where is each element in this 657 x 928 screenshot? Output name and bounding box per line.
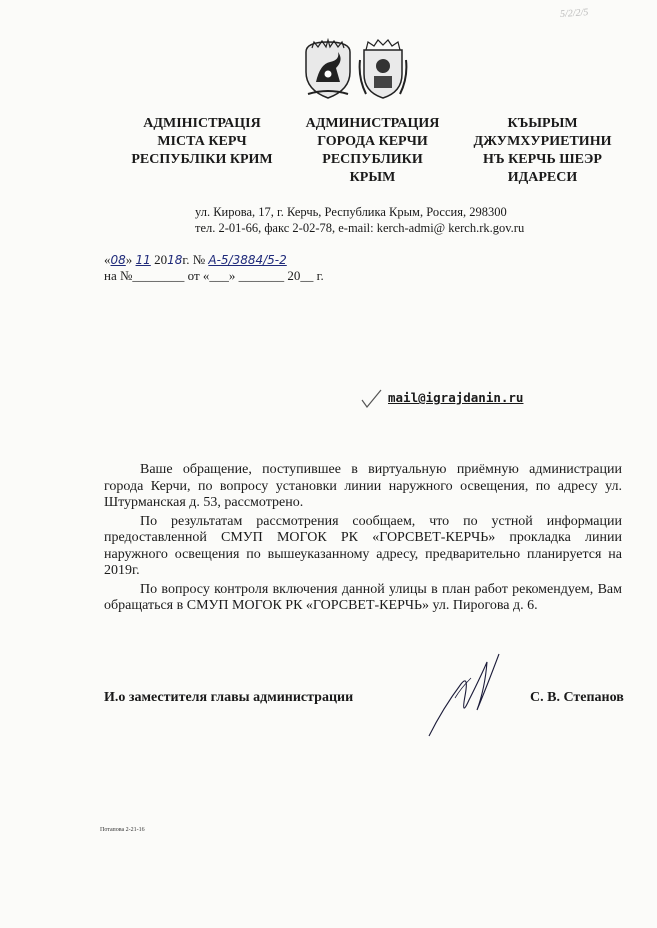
header-crh-line: ИДАРЕСИ [507,170,578,185]
contacts-line: тел. 2-01-66, факс 2-02-78, e-mail: kerch-admi@ kerch.rk.gov.ru [195,221,525,235]
incoming-reference: на №________ от «___» _______ 20__ г. [104,268,324,283]
header-ru-line: ГОРОДА КЕРЧИ [317,134,428,149]
recipient-email[interactable]: mail@igrajdanin.ru [388,390,524,405]
outgoing-reference [104,252,287,268]
coat-of-arms-emblems [300,38,410,100]
header-ua-line: МІСТА КЕРЧ [157,134,247,149]
header-ru-line: АДМИНИСТРАЦИЯ [305,116,440,131]
quote-open: « [104,252,111,267]
letter-body [104,462,622,615]
signatory-title: И.о заместителя главы администрации [104,690,354,705]
header-russian [290,115,455,187]
ref-year-suffix: г. № [182,252,206,267]
kerch-emblem-icon [360,40,407,98]
header-ukrainian [112,115,292,169]
executor-note: Потапова 2-21-16 [100,827,145,833]
header-ru-line: КРЫМ [349,170,396,185]
ref-month: 11 [135,253,151,267]
body-paragraph: Ваше обращение, поступившее в виртуальную приёмную администрации города Керчи, по вопросу установки линии наружного освещения, по адресу ул. Штурманская д. 53, рассмотрено. [104,462,622,510]
body-paragraph: По вопросу контроля включения данной улицы в план работ рекомендуем, Вам обращаться в СМУП МОГОК РК «ГОРСВЕТ-КЕРЧЬ» ул. Пирогова д. 6. [104,581,622,613]
crimea-emblem-icon [306,40,350,98]
checkmark-icon [360,388,384,410]
header-crh-line: НЪ КЕРЧЬ ШЕЭР [483,152,602,167]
corner-handwritten-mark: 5/2/2/5 [559,7,589,20]
header-crh-line: ДЖУМХУРИЕТИНИ [473,134,612,149]
quote-close: » [125,252,133,267]
body-paragraph: По результатам рассмотрения сообщаем, что по устной информации предоставленной СМУП МОГОК РК «ГОРСВЕТ-КЕРЧЬ» прокладка линии наружного освещения по вышеуказанному адресу, предварительно планируется на 2019г. [104,513,622,578]
handwritten-signature [425,648,505,740]
ref-number: А-5/3884/5-2 [208,253,287,267]
header-crimean-tatar [455,115,630,187]
header-ua-line: АДМІНІСТРАЦІЯ [143,116,261,131]
ref-year: 18 [167,253,183,267]
address-block [195,204,524,236]
address-line: ул. Кирова, 17, г. Керчь, Республика Крым, Россия, 298300 [195,205,507,219]
ref-year-prefix: 20 [154,252,168,267]
header-ru-line: РЕСПУБЛИКИ [322,152,423,167]
ref-day: 08 [110,253,126,267]
header-crh-line: КЪЫРЫМ [507,116,578,131]
signatory-name: С. В. Степанов [530,690,624,705]
header-ua-line: РЕСПУБЛІКИ КРИМ [131,152,273,167]
